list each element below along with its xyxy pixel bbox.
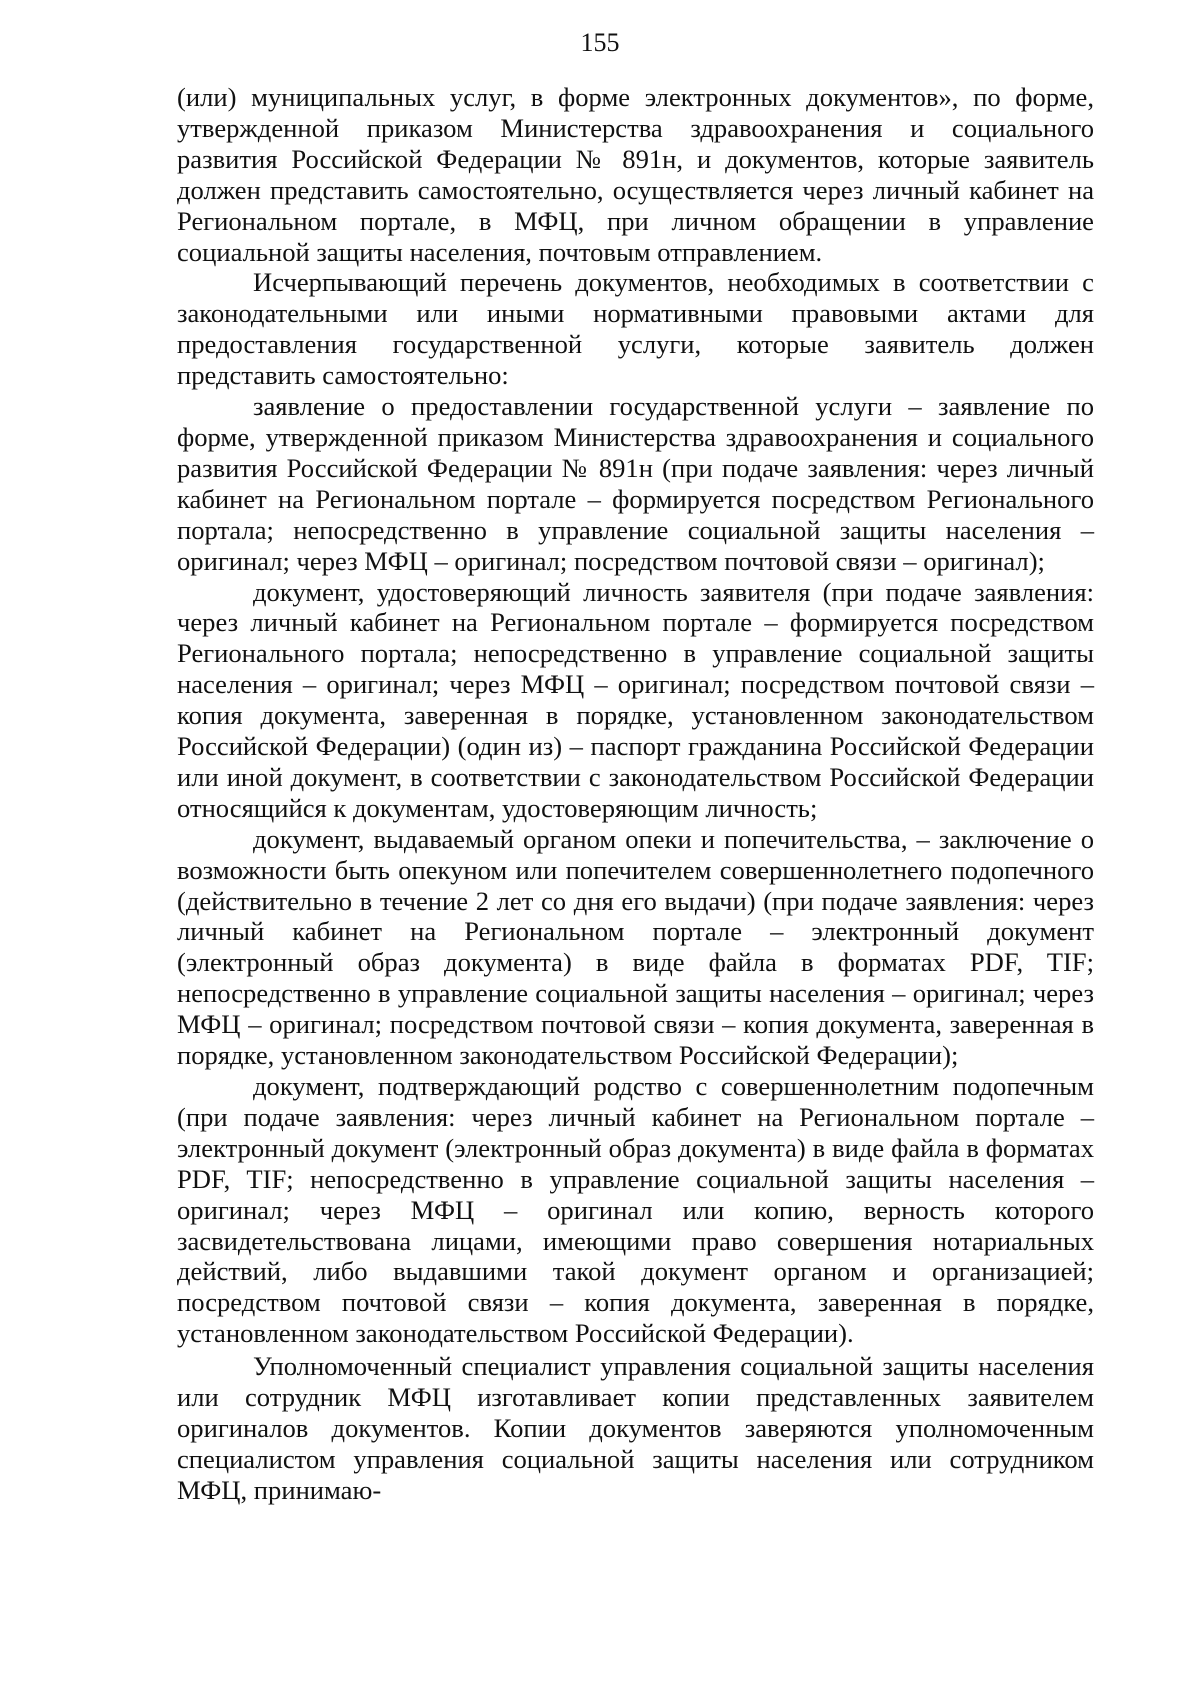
- document-body: [177, 82, 1094, 1506]
- paragraph-continuation: (или) муниципальных услуг, в форме электронных документов», по форме, утвержденной приказом Министерства здравоохранения и социального развития Российской Федерации № 891н, и документов, которые заявитель должен представить самостоятельно, осуществляется через личный кабинет на Региональном портале, в МФЦ, при личном обращении в управление социальной защиты населения, почтовым отправлением.: [177, 82, 1094, 267]
- paragraph-kinship-document: документ, подтверждающий родство с совершеннолетним подопечным (при подаче заявления: через личный кабинет на Региональном портале – электронный документ (электронный образ документа) в виде файла в форматах PDF, TIF; непосредственно в управление социальной защиты населения – оригинал; через МФЦ – оригинал или копию, верность которого засвидетельствована лицами, имеющими право совершения нотариальных действий, либо выдавшими такой документ органом и организацией; посредством почтовой связи – копия документа, заверенная в порядке, установленном законодательством Российской Федерации).: [177, 1071, 1094, 1349]
- paragraph-application: заявление о предоставлении государственной услуги – заявление по форме, утвержденной приказом Министерства здравоохранения и социального развития Российской Федерации № 891н (при подаче заявления: через личный кабинет на Региональном портале – формируется посредством Регионального портала; непосредственно в управление социальной защиты населения – оригинал; через МФЦ – оригинал; посредством почтовой связи – оригинал);: [177, 391, 1094, 576]
- paragraph-guardianship-document: документ, выдаваемый органом опеки и попечительства, – заключение о возможности быть опекуном или попечителем совершеннолетнего подопечного (действительно в течение 2 лет со дня его выдачи) (при подаче заявления: через личный кабинет на Региональном портале – электронный документ (электронный образ документа) в виде файла в форматах PDF, TIF; непосредственно в управление социальной защиты населения – оригинал; через МФЦ – оригинал; посредством почтовой связи – копия документа, заверенная в порядке, установленном законодательством Российской Федерации);: [177, 823, 1094, 1071]
- paragraph-documents-list-intro: Исчерпывающий перечень документов, необходимых в соответствии с законодательными или иными нормативными правовыми актами для предоставления государственной услуги, которые заявитель должен представить самостоятельно:: [177, 267, 1094, 391]
- paragraph-copies-certification: Уполномоченный специалист управления социальной защиты населения или сотрудник МФЦ изготавливает копии представленных заявителем оригиналов документов. Копии документов заверяются уполномоченным специалистом управления социальной защиты населения или сотрудником МФЦ, принимаю-: [177, 1351, 1094, 1505]
- page-number: 155: [580, 28, 620, 57]
- paragraph-identity-document: документ, удостоверяющий личность заявителя (при подаче заявления: через личный кабинет на Региональном портале – формируется посредством Регионального портала; непосредственно в управление социальной защиты населения – оригинал; через МФЦ – оригинал; посредством почтовой связи – копия документа, заверенная в порядке, установленном законодательством Российской Федерации) (один из) – паспорт гражданина Российской Федерации или иной документ, в соответствии с законодательством Российской Федерации относящийся к документам, удостоверяющим личность;: [177, 576, 1094, 823]
